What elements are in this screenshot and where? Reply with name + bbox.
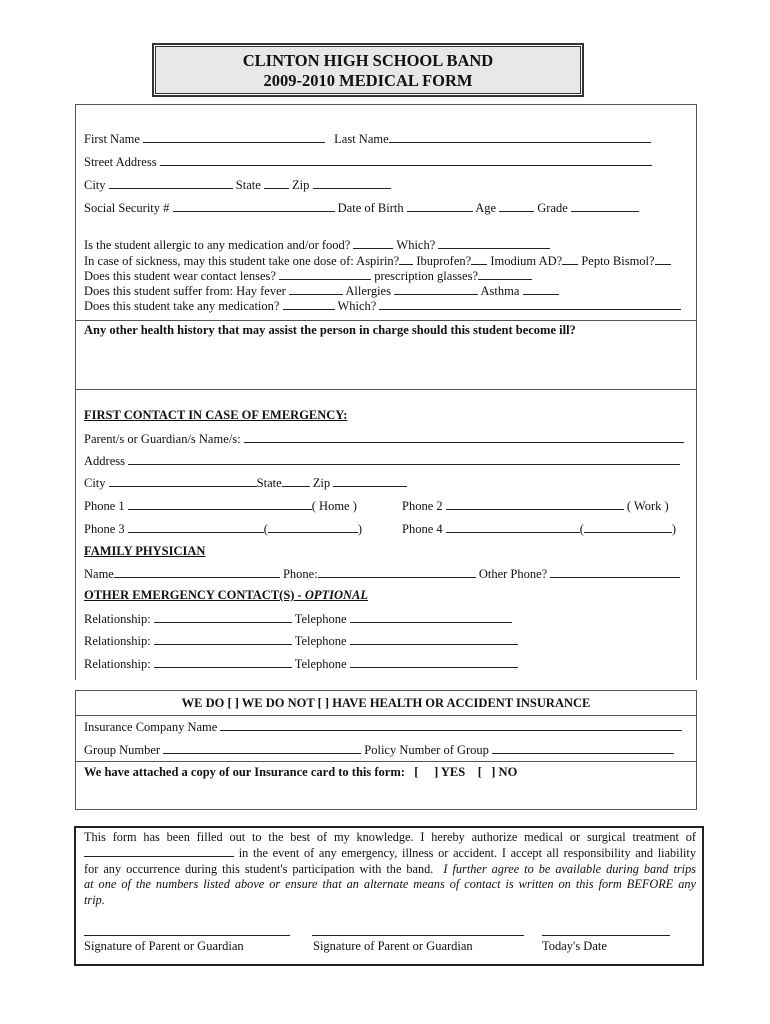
hay-fever-field[interactable]	[289, 283, 343, 295]
guardian-field[interactable]	[244, 431, 684, 443]
signature-label-1: Signature of Parent or Guardian	[84, 939, 244, 953]
allergies-field[interactable]	[394, 283, 478, 295]
state-field[interactable]	[264, 177, 289, 189]
other-contact-row-2	[84, 633, 518, 649]
suffer-question: Does this student suffer from: Hay fever	[84, 284, 286, 298]
pepto-field[interactable]	[655, 253, 671, 265]
physician-row	[84, 566, 680, 582]
allergic-question: Is the student allergic to any medication and/or food?	[84, 238, 351, 252]
physician-name-label: Name	[84, 567, 114, 581]
telephone-field[interactable]	[350, 656, 518, 668]
insurance-heading: WE DO [ ] WE DO NOT [ ] HAVE HEALTH OR ACCIDENT INSURANCE	[181, 696, 591, 710]
imodium-label: Imodium AD?	[490, 254, 563, 268]
contacts-row	[84, 268, 532, 284]
phone2-field[interactable]	[446, 498, 624, 510]
authorization-line-3: for any occurrence during this student's participation with the band. I further agree to be available during band trips	[84, 861, 696, 876]
insurance-card-statement: We have attached a copy of our Insurance card to this form: [ ] YES [ ] NO	[84, 765, 518, 779]
state-label: State	[235, 178, 261, 192]
first-name-field[interactable]	[143, 131, 325, 143]
signature-label-2: Signature of Parent or Guardian	[313, 939, 473, 953]
medication-which-field[interactable]	[379, 298, 681, 310]
authorization-line-2: in the event of any emergency, illness or accident. I accept all responsibility and liability	[84, 845, 696, 861]
policy-number-label: Policy Number of Group	[364, 743, 489, 757]
phone3-paren-close: )	[357, 522, 363, 536]
grade-label: Grade	[537, 201, 568, 215]
sickness-question: In case of sickness, may this student take one dose of: Aspirin?	[84, 254, 400, 268]
relationship-label: Relationship:	[84, 657, 151, 671]
signature-line-1[interactable]	[84, 935, 290, 936]
telephone-field[interactable]	[350, 611, 512, 623]
dob-field[interactable]	[407, 200, 473, 212]
dob-label: Date of Birth	[337, 201, 404, 215]
telephone-field[interactable]	[350, 633, 518, 645]
physician-heading: FAMILY PHYSICIAN	[84, 544, 206, 558]
other-contact-row-3	[84, 656, 518, 672]
last-name-field[interactable]	[389, 131, 651, 143]
guardian-row	[84, 431, 684, 447]
aspirin-field[interactable]	[399, 253, 413, 265]
emergency-zip-label: Zip	[312, 476, 331, 490]
zip-field[interactable]	[313, 177, 391, 189]
city-field[interactable]	[109, 177, 233, 189]
imodium-field[interactable]	[562, 253, 578, 265]
authorization-line-4: at one of the numbers listed above or ensure that an alternate means of contact is written on this form BEFORE any	[84, 877, 696, 892]
emergency-state-label: State	[256, 476, 282, 490]
contacts-field[interactable]	[279, 268, 371, 280]
phone4-paren-open: (	[579, 522, 584, 536]
authorization-line-5: trip.	[84, 892, 105, 907]
address-row	[84, 453, 680, 469]
street-field[interactable]	[160, 154, 652, 166]
asthma-label: Asthma	[480, 284, 520, 298]
student-name-field[interactable]	[84, 845, 234, 857]
phone3-type-field[interactable]	[268, 521, 358, 533]
emergency-city-row	[84, 475, 407, 491]
relationship-field[interactable]	[154, 656, 292, 668]
phone4-paren-close: )	[671, 522, 677, 536]
group-row	[84, 742, 674, 758]
authorization-line-1: This form has been filled out to the best of my knowledge. I hereby authorize medical or surgical treatment of	[84, 830, 696, 844]
grade-field[interactable]	[571, 200, 639, 212]
allergic-row	[84, 237, 550, 253]
insurance-company-label: Insurance Company Name	[84, 720, 218, 734]
medication-row	[84, 298, 681, 314]
insurance-heading-divider	[75, 715, 697, 716]
insurance-card-divider	[75, 761, 697, 762]
group-number-field[interactable]	[163, 742, 361, 754]
phone1-row	[84, 498, 380, 514]
date-label: Today's Date	[542, 939, 607, 953]
signature-line-2[interactable]	[312, 935, 524, 936]
asthma-field[interactable]	[523, 283, 559, 295]
city-row	[84, 177, 391, 193]
phone3-row	[84, 521, 362, 537]
relationship-label: Relationship:	[84, 634, 151, 648]
other-contacts-heading	[84, 588, 368, 603]
glasses-field[interactable]	[478, 268, 532, 280]
insurance-company-row	[84, 719, 682, 735]
allergic-field[interactable]	[353, 237, 393, 249]
phone2-row	[402, 498, 669, 514]
phone3-paren-open: (	[263, 522, 268, 536]
relationship-label: Relationship:	[84, 612, 151, 626]
street-label: Street Address	[84, 155, 157, 169]
ssn-row	[84, 200, 639, 216]
health-history-prompt: Any other health history that may assist the person in charge should this student become ill?	[84, 323, 576, 337]
emergency-zip-field[interactable]	[333, 475, 407, 487]
emergency-city-field[interactable]	[109, 475, 257, 487]
phone3-label: Phone 3	[84, 522, 125, 536]
phone3-field[interactable]	[128, 521, 264, 533]
telephone-label: Telephone	[294, 634, 347, 648]
phone2-label: Phone 2	[402, 499, 443, 513]
home-label: ( Home )	[311, 499, 357, 513]
ibuprofen-field[interactable]	[471, 253, 487, 265]
address-field[interactable]	[128, 453, 680, 465]
form-title-line1: CLINTON HIGH SCHOOL BAND	[242, 51, 494, 70]
relationship-field[interactable]	[154, 633, 292, 645]
physician-phone-label: Phone:	[282, 567, 318, 581]
street-row	[84, 154, 652, 170]
ssn-label: Social Security #	[84, 201, 170, 215]
emergency-city-label: City	[84, 476, 106, 490]
phone4-row	[402, 521, 676, 537]
form-title-line2: 2009-2010 MEDICAL FORM	[263, 71, 473, 90]
medication-question: Does this student take any medication?	[84, 299, 280, 313]
phone4-label: Phone 4	[402, 522, 443, 536]
physician-other-phone-label: Other Phone?	[478, 567, 548, 581]
telephone-label: Telephone	[294, 612, 347, 626]
first-name-label: First Name	[84, 132, 140, 146]
telephone-label: Telephone	[294, 657, 347, 671]
group-number-label: Group Number	[84, 743, 161, 757]
age-field[interactable]	[499, 200, 534, 212]
authorization-paragraph	[84, 830, 696, 908]
ssn-field[interactable]	[173, 200, 335, 212]
relationship-field[interactable]	[154, 611, 292, 623]
suffer-row	[84, 283, 559, 299]
contacts-question: Does this student wear contact lenses?	[84, 269, 276, 283]
allergic-which-label: Which?	[396, 238, 436, 252]
phone4-type-field[interactable]	[584, 521, 672, 533]
work-label: ( Work )	[626, 499, 669, 513]
other-contact-row-1	[84, 611, 512, 627]
date-line[interactable]	[542, 935, 670, 936]
first-name-row	[84, 131, 651, 147]
policy-number-field[interactable]	[492, 742, 674, 754]
zip-label: Zip	[292, 178, 310, 192]
emergency-heading: FIRST CONTACT IN CASE OF EMERGENCY:	[84, 408, 348, 422]
medication-field[interactable]	[283, 298, 335, 310]
pepto-label: Pepto Bismol?	[581, 254, 655, 268]
sickness-row	[84, 253, 671, 269]
emergency-state-field[interactable]	[282, 475, 310, 487]
phone1-label: Phone 1	[84, 499, 125, 513]
insurance-company-field[interactable]	[220, 719, 682, 731]
ibuprofen-label: Ibuprofen?	[416, 254, 472, 268]
physician-other-phone-field[interactable]	[550, 566, 680, 578]
glasses-label: prescription glasses?	[374, 269, 479, 283]
optional-label: OPTIONAL	[304, 588, 369, 602]
guardian-label: Parent/s or Guardian/s Name/s:	[84, 432, 241, 446]
physician-name-field[interactable]	[114, 566, 280, 578]
physician-phone-field[interactable]	[318, 566, 476, 578]
allergic-which-field[interactable]	[438, 237, 550, 249]
phone4-field[interactable]	[446, 521, 580, 533]
form-title-box	[152, 43, 584, 97]
allergies-label: Allergies	[345, 284, 391, 298]
medication-which-label: Which?	[337, 299, 377, 313]
address-label: Address	[84, 454, 125, 468]
last-name-label: Last Name	[334, 132, 389, 146]
phone1-field[interactable]	[128, 498, 312, 510]
other-contacts-heading-text: OTHER EMERGENCY CONTACT(S) -	[84, 588, 305, 602]
city-label: City	[84, 178, 106, 192]
age-label: Age	[475, 201, 497, 215]
